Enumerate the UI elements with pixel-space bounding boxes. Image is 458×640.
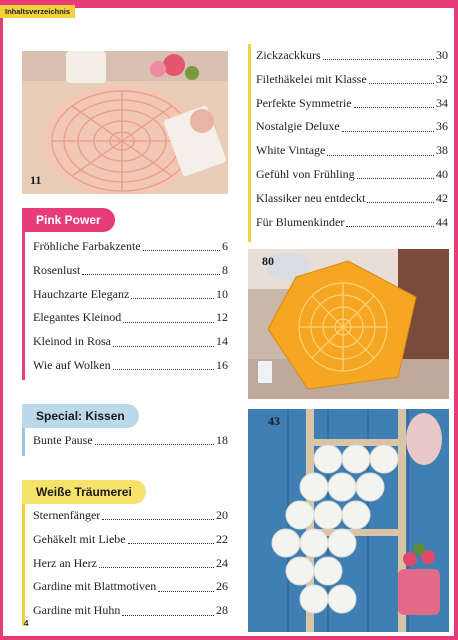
- toc-item[interactable]: Rosenlust 8: [33, 262, 228, 277]
- section-bar-blue: [22, 428, 25, 456]
- section-bar-pink: [22, 232, 25, 380]
- right-list-bar: [248, 44, 251, 242]
- toc-item[interactable]: Nostalgie Deluxe 36: [256, 119, 448, 134]
- photo-pink-doily[interactable]: [22, 51, 228, 194]
- pink-doily-image: [22, 51, 228, 194]
- right-accent-bar: [454, 0, 458, 640]
- toc-item[interactable]: Fröhliche Farbakzente 6: [33, 239, 228, 253]
- photo-number: 80: [262, 254, 274, 268]
- toc-item[interactable]: Bunte Pause 18: [33, 433, 228, 447]
- right-toc-list: [256, 44, 448, 234]
- toc-item[interactable]: Gardine mit Huhn 28: [33, 603, 228, 618]
- photo-orange-doily[interactable]: [248, 249, 449, 399]
- section-tag: Inhaltsverzeichnis: [0, 5, 75, 18]
- toc-item[interactable]: Zickzackkurs 30: [256, 48, 448, 62]
- toc-item[interactable]: Kleinod in Rosa 14: [33, 334, 228, 349]
- toc-item[interactable]: Gefühl von Frühling 40: [256, 166, 448, 181]
- toc-item[interactable]: Hauchzarte Eleganz 10: [33, 286, 228, 301]
- page-number: 4: [24, 619, 29, 628]
- section-heading-special-kissen: Special: Kissen: [22, 404, 139, 428]
- section-bar-yellow: [22, 504, 25, 626]
- toc-item[interactable]: Filethäkelei mit Klasse 32: [256, 71, 448, 86]
- section-heading-pink-power: Pink Power: [22, 208, 115, 232]
- bottom-accent-bar: [0, 636, 458, 640]
- section-heading-weisse-traeumerei: Weiße Träumerei: [22, 480, 146, 504]
- toc-item[interactable]: Für Blumenkinder 44: [256, 214, 448, 229]
- white-lace-image: [248, 409, 449, 632]
- toc-item[interactable]: White Vintage 38: [256, 143, 448, 158]
- toc-item[interactable]: Perfekte Symmetrie 34: [256, 95, 448, 110]
- toc-item[interactable]: Gehäkelt mit Liebe 22: [33, 531, 228, 546]
- toc-item[interactable]: Wie auf Wolken 16: [33, 357, 228, 372]
- weisse-traeumerei-toc-list: [33, 504, 228, 623]
- special-kissen-toc-list: [33, 429, 228, 453]
- toc-item[interactable]: Sternenfänger 20: [33, 508, 228, 522]
- photo-white-lace[interactable]: [248, 409, 449, 632]
- orange-doily-image: [248, 249, 449, 399]
- toc-item[interactable]: Klassiker neu entdeckt 42: [256, 190, 448, 205]
- toc-item[interactable]: Herz an Herz 24: [33, 555, 228, 570]
- left-accent-bar: [0, 18, 3, 640]
- photo-number: 11: [30, 173, 42, 187]
- pink-power-toc-list: [33, 235, 228, 378]
- toc-item[interactable]: Elegantes Kleinod 12: [33, 310, 228, 325]
- toc-item[interactable]: Gardine mit Blattmotiven 26: [33, 579, 228, 594]
- photo-number: 43: [268, 414, 280, 428]
